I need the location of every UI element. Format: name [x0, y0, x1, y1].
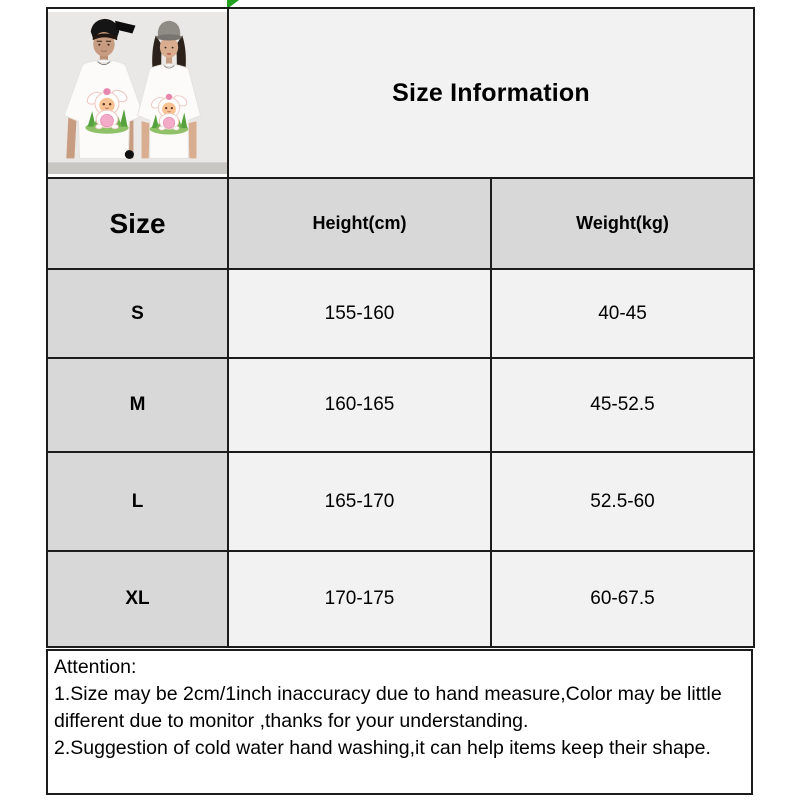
table-row-m	[47, 358, 754, 452]
attention-title: Attention:	[54, 656, 137, 678]
attention-note-1: 1.Size may be 2cm/1inch inaccuracy due to hand measure,Color may be little	[54, 683, 722, 705]
weight-value-s: 40-45	[491, 269, 754, 358]
page-title: Size Information	[392, 78, 590, 107]
height-value-m: 160-165	[228, 358, 491, 452]
weight-value-l: 52.5-60	[491, 452, 754, 551]
size-label-m: M	[47, 358, 228, 452]
size-label-s: S	[47, 269, 228, 358]
weight-value-xl: 60-67.5	[491, 551, 754, 647]
size-table	[46, 7, 755, 648]
weight-value-m: 45-52.5	[491, 358, 754, 452]
column-header-height: Height(cm)	[228, 178, 491, 269]
height-value-s: 155-160	[228, 269, 491, 358]
attention-note-1-cont: different due to monitor ,thanks for your understanding.	[54, 710, 529, 732]
attention-box	[46, 649, 753, 795]
table-row-l	[47, 452, 754, 551]
attention-note-2: 2.Suggestion of cold water hand washing,it can help items keep their shape.	[54, 737, 711, 759]
size-label-xl: XL	[47, 551, 228, 647]
product-photo-cell	[47, 8, 228, 178]
height-value-xl: 170-175	[228, 551, 491, 647]
table-row-s	[47, 269, 754, 358]
column-header-weight: Weight(kg)	[491, 178, 754, 269]
table-row-xl	[47, 551, 754, 647]
product-photo-illustration	[48, 12, 227, 174]
size-label-l: L	[47, 452, 228, 551]
size-information-title-cell	[228, 8, 754, 178]
height-value-l: 165-170	[228, 452, 491, 551]
column-header-size: Size	[47, 178, 228, 269]
